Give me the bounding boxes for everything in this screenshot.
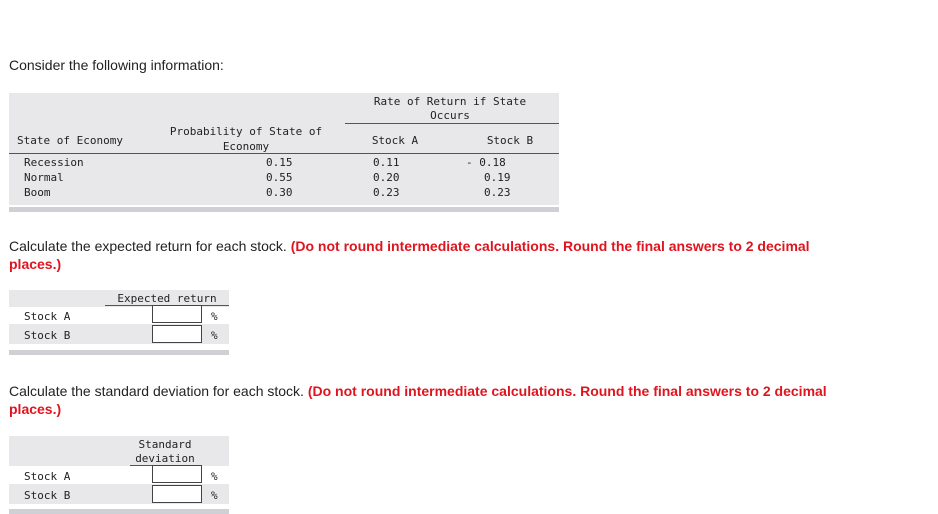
q1-prompt [9,237,929,273]
q1-bottom-rule [9,350,229,355]
row-a-normal: 0.20 [373,171,400,184]
q1-row-unit-stock-a: % [211,310,218,323]
q2-bottom-rule [9,509,229,514]
q2-instruction-line1: (Do not round intermediate calculations. Round the final answers to 2 decimal [307,383,827,399]
q2-row-unit-stock-b: % [211,489,218,502]
row-b-boom: 0.23 [484,186,511,199]
col-header-stock-b: Stock B [486,134,534,147]
row-prob-boom: 0.30 [266,186,293,199]
col-header-rule [9,153,559,154]
q2-row-label-stock-a: Stock A [24,470,71,483]
q2-row-label-stock-b: Stock B [24,489,71,502]
q1-row-unit-stock-b: % [211,329,218,342]
q2-header-line2: deviation [135,452,195,465]
row-state-boom: Boom [24,186,51,199]
row-a-recession: 0.11 [373,156,400,169]
q2-stock-a-std-dev-input[interactable] [152,465,202,483]
q2-prompt [9,382,929,418]
row-prob-normal: 0.55 [266,171,293,184]
info-table-bottom-rule [9,207,559,212]
row-b-normal: 0.19 [484,171,511,184]
row-a-boom: 0.23 [373,186,400,199]
q1-header: Expected return [117,292,217,305]
q1-instruction-line1: (Do not round intermediate calculations. Round the final answers to 2 decimal [290,238,810,254]
q1-row-label-stock-b: Stock B [24,329,71,342]
col-header-prob-line1: Probability of State of [169,125,323,138]
q2-prompt-text: Calculate the standard deviation for each stock. [9,383,304,399]
q1-prompt-text: Calculate the expected return for each stock. [9,238,287,254]
row-state-normal: Normal [24,171,64,184]
q2-instruction-line2: places.) [9,401,62,417]
col-header-state: State of Economy [17,134,123,147]
q2-row-unit-stock-a: % [211,470,218,483]
group-header-line1: Rate of Return if State [373,95,527,108]
col-header-stock-a: Stock A [371,134,419,147]
group-header-line2: Occurs [430,109,470,122]
row-b-recession: - 0.18 [466,156,506,169]
q1-row-label-stock-a: Stock A [24,310,71,323]
q1-stock-b-expected-return-input[interactable] [152,325,202,343]
row-state-recession: Recession [24,156,84,169]
q2-header-line1: Standard [138,438,192,451]
col-header-prob-line2: Economy [222,140,270,153]
intro-text: Consider the following information: [9,57,224,73]
group-header-rule [345,123,559,124]
row-prob-recession: 0.15 [266,156,293,169]
q1-stock-a-expected-return-input[interactable] [152,305,202,323]
q2-stock-b-std-dev-input[interactable] [152,485,202,503]
q1-instruction-line2: places.) [9,256,62,272]
